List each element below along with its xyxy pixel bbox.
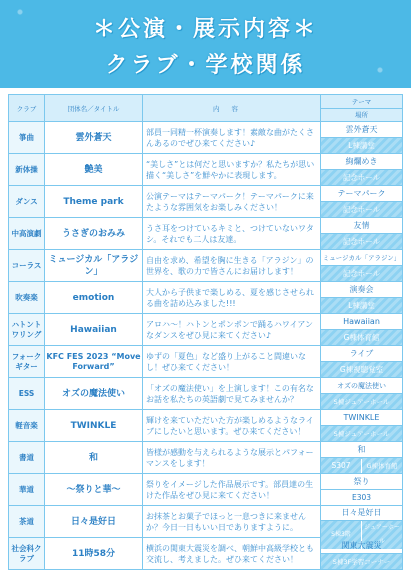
row-place: 記念ホール xyxy=(321,265,402,281)
row-place: L棟講堂 xyxy=(321,137,402,153)
table-row xyxy=(9,154,403,186)
row-theme: 和 xyxy=(357,444,366,454)
row-place xyxy=(321,457,402,473)
table-row xyxy=(9,314,403,346)
row-theme-place xyxy=(321,410,403,442)
row-club: ハトントワリング xyxy=(9,314,45,346)
row-club: ESS xyxy=(9,378,45,410)
table-row xyxy=(9,346,403,378)
row-club: 箏曲 xyxy=(9,122,45,154)
row-place: G棟体育館 xyxy=(321,329,402,345)
table-row xyxy=(9,378,403,410)
row-club: 軽音楽 xyxy=(9,410,45,442)
row-name: TWINKLE xyxy=(45,410,143,442)
row-desc: 部員一同精一杯演奏します！素敵な曲がたくさんあるのでぜひ来てください♪ xyxy=(143,122,321,154)
row-desc: アロハ〜！ハトンとポンポンで踊るハワイアンなダンスをぜひ見に来てください♪ xyxy=(143,314,321,346)
row-name: Hawaiian xyxy=(45,314,143,346)
row-club: 吹奏楽 xyxy=(9,282,45,314)
row-name: ミュージカル「アラジン」 xyxy=(45,250,143,282)
row-theme: 祭り xyxy=(353,476,370,486)
row-name: 〜祭りと華〜 xyxy=(45,474,143,506)
row-theme-place xyxy=(321,282,403,314)
row-theme: ライブ xyxy=(349,348,374,358)
row-name: 和 xyxy=(45,442,143,474)
row-theme: 関東大震災 xyxy=(341,540,382,550)
table-row xyxy=(9,250,403,282)
row-place: S棟3F学習コーナー xyxy=(321,553,402,569)
row-name: 艶美 xyxy=(45,154,143,186)
row-place: S棟ジュアーホール xyxy=(321,425,402,441)
header-club: クラブ xyxy=(9,95,45,122)
row-place: E303 xyxy=(321,489,402,505)
row-theme-place xyxy=(321,186,403,218)
row-theme: ミュージカル「アラジン」 xyxy=(322,253,401,262)
row-place-b: ジュアーホール xyxy=(361,521,402,549)
table-row xyxy=(9,218,403,250)
row-desc: 公演テーマはテーマパーク！テーマパークに来たような雰囲気をお楽しみください！ xyxy=(143,186,321,218)
row-theme: 絢爛めき xyxy=(345,156,378,166)
row-place: 記念ホール xyxy=(321,233,402,249)
row-theme-place xyxy=(321,538,403,570)
table-row xyxy=(9,506,403,538)
banner-title: ＊公演・展示内容＊ xyxy=(92,17,318,42)
row-theme-place xyxy=(321,314,403,346)
row-desc: 輝けを来ていただいた方が楽しめるようなライブにしたいと思います。ぜひ来てください！ xyxy=(143,410,321,442)
row-name: 雲外蒼天 xyxy=(45,122,143,154)
table-row xyxy=(9,410,403,442)
table-row xyxy=(9,122,403,154)
row-place-a: S307 xyxy=(331,460,351,470)
row-desc: “美しさ”とは何だと思いますか？私たちが思い描く“美しさ”を鮮やかに表現します。 xyxy=(143,154,321,186)
row-club: 社会科クラブ xyxy=(9,538,45,570)
row-club: 茶道 xyxy=(9,506,45,538)
row-club: ダンス xyxy=(9,186,45,218)
table-row xyxy=(9,474,403,506)
row-desc: 横浜の関東大震災を調べ、朝鮮中高級学校とも交流し、考えました。ぜひ来てください！ xyxy=(143,538,321,570)
table-row xyxy=(9,538,403,570)
header-desc: 内容 xyxy=(143,95,321,122)
row-club: フォークギター xyxy=(9,346,45,378)
row-theme-place xyxy=(321,250,403,282)
row-name: 日々是好日 xyxy=(45,506,143,538)
row-theme-place xyxy=(321,122,403,154)
row-club: コーラス xyxy=(9,250,45,282)
row-desc: お抹茶とお菓子でほっと一息つきに来ませんか？今日一日もいい日でありますように。 xyxy=(143,506,321,538)
row-theme: 友情 xyxy=(353,220,370,230)
table-header-row xyxy=(9,95,403,122)
row-theme-place xyxy=(321,218,403,250)
row-theme: TWINKLE xyxy=(343,412,380,422)
row-theme-place xyxy=(321,442,403,474)
row-desc: 自由を求め、希望を胸に生きる「アラジン」の世界を、歌の力で皆さんにお届けします！ xyxy=(143,250,321,282)
row-theme-place xyxy=(321,378,403,410)
row-theme-place xyxy=(321,154,403,186)
row-desc: 祭りをイメージした作品展示です。部員達の生けた作品をぜひ見に来てください！ xyxy=(143,474,321,506)
row-name: KFC FES 2023 “Move Forward” xyxy=(45,346,143,378)
row-desc: 大人から子供まで楽しめる、夏を感じさせられる曲を詰め込みました!!! xyxy=(143,282,321,314)
table-row xyxy=(9,442,403,474)
row-desc: ゆずの「夏色」など盛り上がること間違いなし！ぜひ来てください！ xyxy=(143,346,321,378)
row-place: L棟講堂 xyxy=(321,297,402,313)
header-theme-place xyxy=(321,95,403,122)
row-name: emotion xyxy=(45,282,143,314)
program-table xyxy=(8,94,403,570)
row-theme: Hawaiian xyxy=(343,316,380,326)
row-club: 書道 xyxy=(9,442,45,474)
row-theme: 演奏会 xyxy=(349,284,374,294)
banner-subtitle: クラブ・学校関係 xyxy=(105,53,306,78)
row-desc: うさ耳をつけているキミと、つけていないワタシ。それでも二人は友達。 xyxy=(143,218,321,250)
row-theme: テーマパーク xyxy=(337,188,386,198)
row-theme: 雲外蒼天 xyxy=(345,124,378,134)
row-place: 記念ホール xyxy=(321,201,402,217)
table-row xyxy=(9,282,403,314)
title-banner xyxy=(0,0,411,88)
header-place: 場所 xyxy=(355,110,368,119)
row-theme: 日々是好日 xyxy=(341,508,382,517)
row-club: 中高演劇 xyxy=(9,218,45,250)
row-theme-place xyxy=(321,346,403,378)
row-place-b: G棟体育館 xyxy=(361,459,402,473)
row-name: うさぎのおみみ xyxy=(45,218,143,250)
header-name: 団体名／タイトル xyxy=(45,95,143,122)
row-place: G棟視聴覚室 xyxy=(321,361,402,377)
row-name: 11時58分 xyxy=(45,538,143,570)
row-club: 華道 xyxy=(9,474,45,506)
row-name: オズの魔法使い xyxy=(45,378,143,410)
row-theme: オズの魔法使い xyxy=(337,381,386,390)
row-place: S棟ジュアーホール xyxy=(321,393,402,409)
row-desc: 皆様が感動を与えられるような展示とパフォーマンスをします！ xyxy=(143,442,321,474)
row-place: 記念ホール xyxy=(321,169,402,185)
header-theme: テーマ xyxy=(321,96,402,109)
row-theme-place xyxy=(321,474,403,506)
table-row xyxy=(9,186,403,218)
row-club: 新体操 xyxy=(9,154,45,186)
row-desc: 「オズの魔法使い」を上演します！この有名なお話を私たちの英語劇で見てみませんか？ xyxy=(143,378,321,410)
row-place-a: S棟3階 xyxy=(331,531,351,538)
row-name: Theme park xyxy=(45,186,143,218)
